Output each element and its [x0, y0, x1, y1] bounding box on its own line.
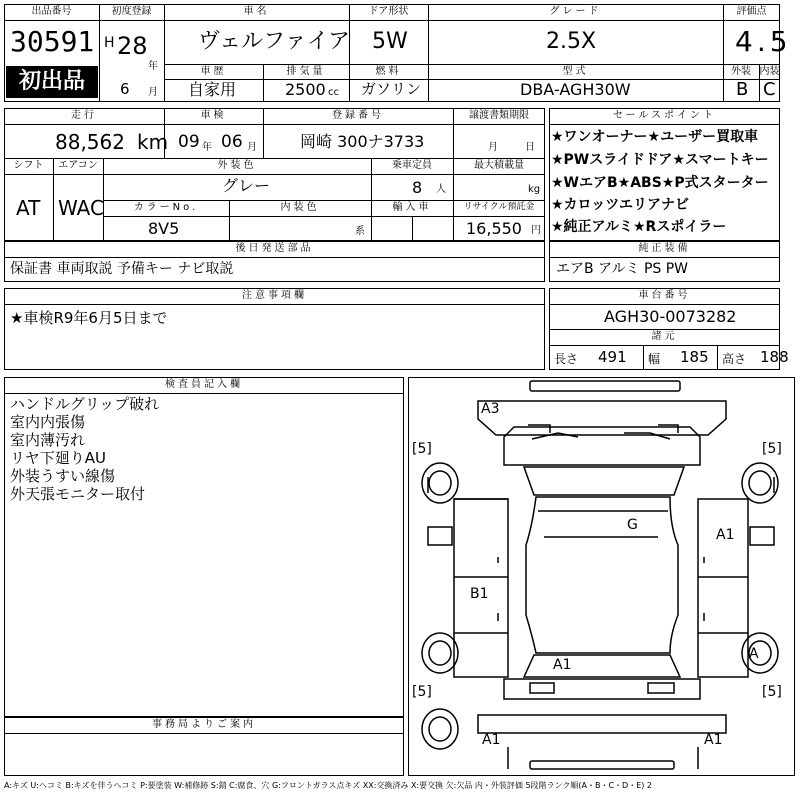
grade: 2.5X [546, 29, 597, 54]
inspector-line-4: リヤ下廻りAU [10, 449, 106, 467]
damage-mark-rear-left: A1 [482, 732, 501, 748]
length: 491 [598, 348, 627, 366]
interior-color-label: 内装色 [280, 202, 320, 213]
ac: WAC [58, 196, 104, 220]
model-code: DBA-AGH30W [520, 80, 631, 99]
tire-mark-rear-right: [5] [762, 684, 782, 700]
selling-point-3: ★WエアB★ABS★P式スターター [551, 175, 769, 191]
door-shape: 5W [372, 29, 408, 54]
selling-point-4: ★カロッツエリアナビ [551, 197, 689, 213]
office-notice-label: 事務局よりご案内 [152, 719, 256, 730]
transfer-month-unit: 月 [488, 142, 498, 153]
history-label: 車歴 [200, 66, 227, 77]
inspector-line-6: 外天張モニター取付 [10, 485, 146, 503]
length-label: 長さ [554, 352, 579, 366]
ac-label: エアコン [58, 160, 98, 171]
width-label: 幅 [648, 352, 661, 366]
inspection-label: 車検 [200, 110, 227, 121]
tire-mark-front-left: [5] [412, 441, 432, 457]
later-parts-label: 後日発送部品 [235, 243, 314, 254]
chassis-label: 車台番号 [638, 290, 691, 301]
inspection-year-unit: 年 [202, 142, 212, 153]
color-number: 8V5 [148, 219, 180, 238]
import-label: 輸入車 [392, 202, 432, 213]
first-listing-badge [6, 66, 98, 98]
plate: 岡崎 300ナ3733 [300, 132, 425, 151]
car-name: ヴェルファイア [198, 29, 351, 54]
displacement-label: 排気量 [286, 66, 326, 77]
specs-label: 諸元 [651, 331, 678, 342]
history: 自家用 [188, 80, 237, 99]
inspector-line-3: 室内薄汚れ [10, 431, 86, 449]
interior-score: C [763, 79, 776, 100]
height: 188 [760, 348, 789, 366]
notes-value: ★車検R9年6月5日まで [10, 309, 168, 327]
car-name-label: 車名 [243, 6, 270, 17]
reg-year-unit: 年 [148, 61, 158, 72]
displacement: 2500 [285, 80, 326, 99]
selling-points-label: セールスポイント [612, 110, 717, 121]
exterior-color-label: 外装色 [217, 160, 257, 171]
max-load-label: 最大積載量 [474, 160, 524, 171]
mileage: 88,562 [55, 130, 125, 154]
reg-month-unit: 月 [148, 87, 158, 98]
notes-label: 注意事項欄 [242, 290, 307, 301]
selling-point-2: ★PWスライドドア★スマートキー [551, 152, 769, 168]
mileage-label: 走行 [71, 110, 97, 121]
inspection-month-unit: 月 [247, 142, 257, 153]
fuel: ガソリン [361, 80, 422, 98]
recycle-amount: 16,550 [466, 219, 522, 238]
capacity-label: 乗車定員 [392, 160, 432, 171]
width: 185 [680, 348, 709, 366]
damage-mark-left-rear-door: B1 [470, 586, 489, 602]
door-shape-label: ドア形状 [368, 6, 409, 17]
inspector-notes-label: 検査員記入欄 [165, 379, 243, 390]
lot-number: 30591 [10, 25, 95, 58]
shift: AT [16, 196, 41, 220]
lot-number-label: 出品番号 [31, 6, 72, 17]
height-label: 高さ [722, 352, 747, 366]
selling-point-1: ★ワンオーナー★ユーザー買取車 [551, 129, 759, 145]
transfer-day-unit: 日 [525, 142, 535, 153]
inspection-year: 09 [178, 132, 200, 152]
legend: A:キズ U:ヘコミ B:キズを伴うヘコミ P:要塗装 W:補修跡 S:錆 C:腐食、穴 G:フロントガラス点キズ XX:交換済み X:要交換 欠:欠品 内・外装評価 5段階ランク順(A・B・C・D・E) 2 [4, 781, 653, 790]
genuine-equipment-value: エアB アルミ PS PW [556, 261, 689, 277]
grade-label: グレード [549, 6, 602, 17]
recycle-unit: 円 [531, 225, 541, 236]
later-parts-value: 保証書 車両取説 予備キー ナビ取説 [10, 261, 234, 277]
damage-mark-windshield: G [627, 517, 638, 533]
displacement-unit: cc [328, 87, 339, 98]
inspector-line-5: 外装うすい線傷 [10, 467, 116, 485]
reg-year: 28 [117, 32, 148, 60]
first-listing-text: 初出品 [18, 69, 85, 94]
car-diagram [408, 377, 795, 776]
mileage-unit: km [137, 130, 169, 154]
interior-color-unit: 系 [355, 226, 365, 237]
inspection-month: 06 [221, 132, 243, 152]
capacity: 8 [412, 178, 423, 197]
tire-mark-rear-left: [5] [412, 684, 432, 700]
interior-score-label: 内装 [759, 66, 780, 77]
exterior-score-label: 外装 [731, 66, 751, 77]
reg-era: H [104, 35, 115, 51]
color-number-label: カラーNo. [133, 202, 199, 213]
exterior-color: グレー [222, 176, 271, 195]
inspector-line-1: ハンドルグリップ破れ [10, 395, 160, 413]
damage-mark-roof-rear: A1 [553, 657, 572, 673]
shift-label: シフト [13, 160, 44, 171]
damage-mark-front-bumper: A3 [481, 401, 500, 417]
tire-mark-front-right: [5] [762, 441, 782, 457]
max-load-unit: kg [528, 184, 541, 195]
chassis-number: AGH30-0073282 [604, 307, 737, 326]
recycle-label: リサイクル預託金 [463, 202, 535, 212]
exterior-score: B [736, 79, 749, 100]
fuel-label: 燃料 [375, 66, 402, 77]
selling-point-5: ★純正アルミ★Rスポイラー [551, 219, 727, 235]
capacity-unit: 人 [436, 184, 446, 195]
reg-month: 6 [120, 80, 130, 98]
damage-mark-right-front-door: A1 [716, 527, 735, 543]
model-code-label: 型式 [562, 66, 589, 77]
plate-label: 登録番号 [332, 110, 384, 121]
first-registration-label: 初度登録 [111, 6, 152, 17]
score: 4.5 [735, 25, 792, 58]
score-label: 評価点 [736, 6, 767, 17]
inspector-line-2: 室内内張傷 [10, 413, 86, 431]
damage-mark-rear-right: A1 [704, 732, 723, 748]
damage-mark-right-rear-wheel: A [749, 646, 759, 662]
genuine-equipment-label: 純正装備 [638, 243, 691, 254]
transfer-deadline-label: 譲渡書類期限 [469, 110, 529, 121]
